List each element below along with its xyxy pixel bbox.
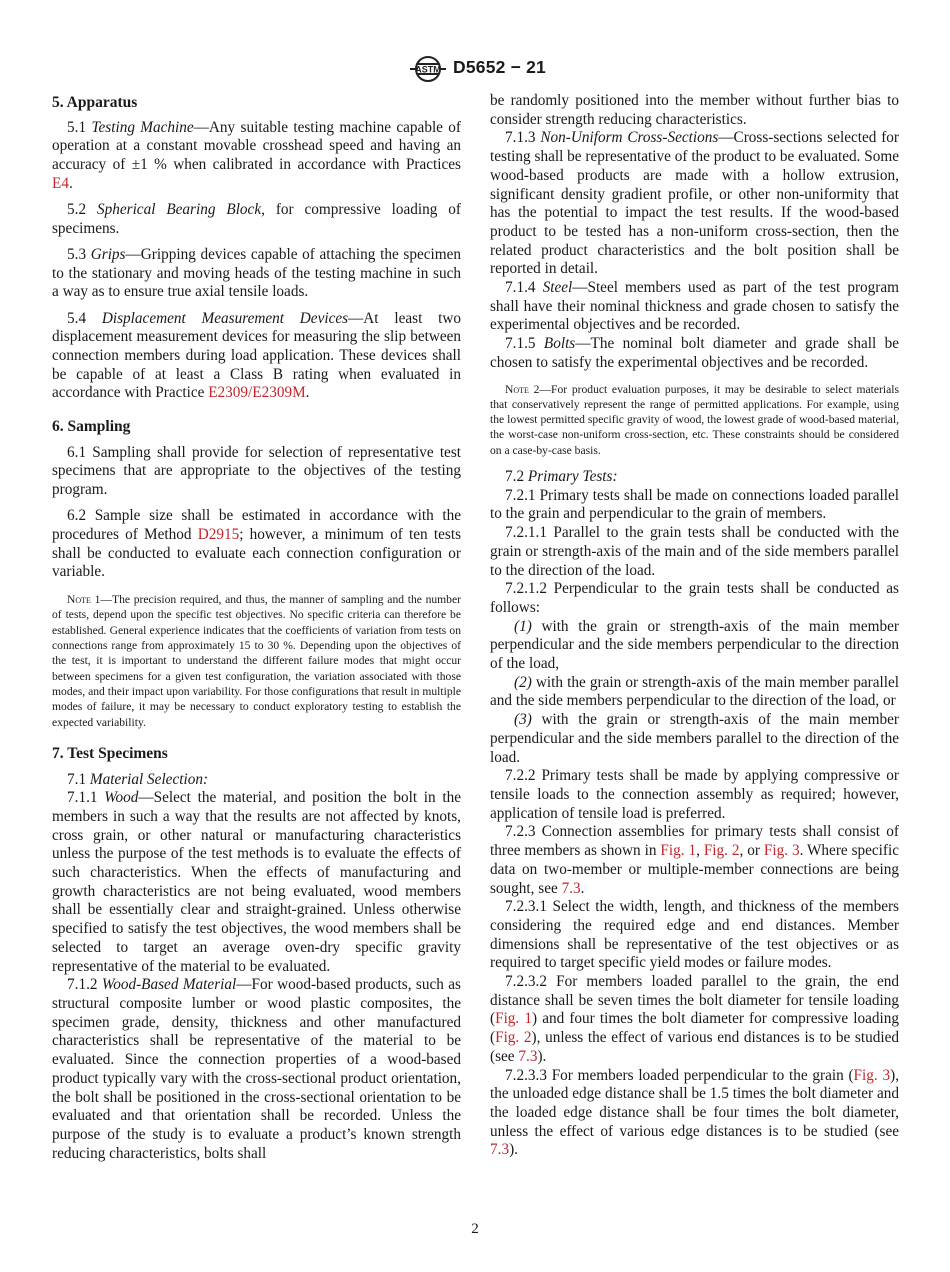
para-7-1-3: 7.1.3 Non-Uniform Cross-Sections—Cross-sections selected for testing shall be representative of the product to be evaluated. Some wood-based products are made with a hollow extrusion, significant density gradient profile, or other non-uniformity that has the potential to impact the test results. If the wood-based product to be tested has a non-uniform cross-section, then the related product characteristics and the bolt position shall be reported in detail. xyxy=(490,129,900,278)
left-column xyxy=(52,92,461,1163)
para-5-2: 5.2 Spherical Bearing Block, for compressive loading of specimens. xyxy=(52,201,461,237)
para-7-1: 7.1 Material Selection: xyxy=(67,770,209,788)
para-7-2-2: 7.2.2 Primary tests shall be made by applying compressive or tensile loads to the connection assembly as required; however, application of tensile load is preferred. xyxy=(490,767,899,822)
para-7-1-2: 7.1.2 Wood-Based Material—For wood-based products, such as structural composite lumber or wood plastic composites, the specimen grade, density, thickness and other manufactured characteristics shall be representative of the material to be evaluated. Since the connection properties of a wood-based product typically vary with the cross-sectional product orientation, the bolt shall be positioned in the cross-sectional orientation to be evaluated and that orientation shall be recorded. Unless the purpose of the study is to evaluate a product’s known strength reducing characteristics, bolts shall xyxy=(52,976,461,1162)
fig-2-link[interactable]: Fig. 2 xyxy=(703,842,740,860)
para-5-1: 5.1 Testing Machine—Any suitable testing machine capable of operation at a constant movable crosshead speed and having an accuracy of ±1 % when calibrated in accordance with Practices E4. xyxy=(52,118,462,192)
astm-logo-icon xyxy=(408,56,448,82)
para-7-1-2-continued: be randomly positioned into the member without further bias to consider strength reducing characteristics. xyxy=(490,92,899,128)
para-7-1-1: 7.1.1 Wood—Select the material, and position the bolt in the members in such a way that the results are not affected by knots, cross grain, or other natural or manufacturing characteristics unless the purpose of the test methods is to evaluate the effects of such characteristics. When the effects of manufacturing and growth characteristics are not being evaluated, wood members shall be essentially clear and straight-grained. Unless otherwise specified to satisfy the test objectives, the wood members shall be selected to target an average oven-dry specific gravity representative of the material to be evaluated. xyxy=(52,789,461,975)
para-7-2-1: 7.2.1 Primary tests shall be made on connections loaded parallel to the grain and perpendicular to the grain of members. xyxy=(490,486,899,523)
para-7-2-3-1: 7.2.3.1 Select the width, length, and thickness of the members considering the required edge and end distances. Member dimensions shall be representative of the test objectives or as required to target specific yield modes or failure modes. xyxy=(490,898,899,972)
document-id: D5652 − 21 xyxy=(453,57,546,77)
para-6-1: 6.1 Sampling shall provide for selection of representative test specimens that are appropriate to the objectives of the testing program. xyxy=(52,443,461,499)
fig-1-link[interactable]: Fig. 1 xyxy=(495,1010,532,1028)
para-7-2: 7.2 Primary Tests: xyxy=(505,468,618,486)
fig-3-link[interactable]: Fig. 3 xyxy=(763,842,800,860)
section-7-3-link[interactable]: 7.3 xyxy=(561,879,581,897)
para-7-1-5: 7.1.5 Bolts—The nominal bolt diameter and grade shall be chosen to satisfy the experimental objectives and be recorded. xyxy=(490,335,900,371)
section-6-heading: 6. Sampling xyxy=(52,418,131,436)
para-5-4: 5.4 Displacement Measurement Devices—At least two displacement measurement devices for measuring the slip between connection members during load application. These devices shall be capable of at least a Class B rating when evaluated in accordance with Practice E2309/E2309M. xyxy=(52,309,461,402)
para-7-2-1-2: 7.2.1.2 Perpendicular to the grain tests shall be conducted as follows: xyxy=(490,580,899,616)
right-column xyxy=(490,92,899,1160)
para-7-2-3: 7.2.3 Connection assemblies for primary tests shall consist of three members as shown in Fig. 1, Fig. 2, or Fig. 3. Where specific data on two-member or multiple-member connections are being sought, see 7.3. xyxy=(490,823,900,897)
para-7-2-3-2: 7.2.3.2 For members loaded parallel to the grain, the end distance shall be seven times the bolt diameter for tensile loading (Fig. 1) and four times the bolt diameter for compressive loading (Fig. 2), unless the effect of various end distances is to be studied (see 7.3). xyxy=(490,973,900,1065)
list-item: (3) with the grain or strength-axis of the main member perpendicular and the side members parallel to the direction of the load. xyxy=(490,711,899,766)
note-1: Note 1—The precision required, and thus, the manner of sampling and the number of tests, depend upon the specific test objectives. No specific criteria can therefore be established. General experience indicates that the coefficients of variation from tests on connections range from approximately 15 to 30 %. Depending upon the objectives of the test, it is important to understand the different failure modes that might occur between specimens for a given test configuration, the variation associated with those modes, and their impact upon variability. For those configurations that result in multiple modes of failure, it may be necessary to conduct exploratory testing to establish the expected variability. xyxy=(52,593,461,729)
fig-1-link[interactable]: Fig. 1 xyxy=(660,842,697,860)
svg-text:ASTM: ASTM xyxy=(415,64,441,75)
section-7-3-link[interactable]: 7.3 xyxy=(518,1047,538,1065)
section-7-3-link[interactable]: 7.3 xyxy=(490,1141,510,1159)
fig-3-link[interactable]: Fig. 3 xyxy=(853,1066,891,1084)
page-number: 2 xyxy=(471,1221,479,1237)
ref-e4-link[interactable]: E4 xyxy=(52,174,69,192)
section-7-heading: 7. Test Specimens xyxy=(52,744,168,762)
para-7-2-1-1: 7.2.1.1 Parallel to the grain tests shall be conducted with the grain or strength-axis of the main and of the side members parallel to the direction of the load. xyxy=(490,524,899,579)
page-header xyxy=(0,56,950,86)
section-5-heading: 5. Apparatus xyxy=(52,94,138,111)
ref-e2309-link[interactable]: E2309/E2309M xyxy=(208,384,306,402)
para-5-3: 5.3 Grips—Gripping devices capable of attaching the specimen to the stationary and moving heads of the testing machine in such a way as to ensure true axial tensile loads. xyxy=(52,245,462,301)
note-2: Note 2—For product evaluation purposes, it may be desirable to select materials that conservatively represent the range of permitted applications. For example, using the lowest permitted specific gravity of wood, the lowest grade of wood-based material, the worst-case non-uniform cross-section, etc. These constraints should be considered on a case-by-case basis. xyxy=(490,382,899,457)
list-item: (1) with the grain or strength-axis of the main member perpendicular and the side members perpendicular to the direction of the load, xyxy=(490,617,899,673)
para-6-2: 6.2 Sample size shall be estimated in accordance with the procedures of Method D2915; however, a minimum of ten tests shall be conducted to evaluate each connection configuration or variable. xyxy=(52,507,461,581)
list-item: (2) with the grain or strength-axis of the main member parallel and the side members perpendicular to the direction of the load, or xyxy=(490,673,899,710)
ref-d2915-link[interactable]: D2915 xyxy=(197,526,240,544)
para-7-2-3-3: 7.2.3.3 For members loaded perpendicular to the grain (Fig. 3), the unloaded edge distance shall be 1.5 times the bolt diameter and the loaded edge distance shall be four times the bolt diameter, unless the effect of various edge distances is to be studied (see 7.3). xyxy=(490,1066,900,1159)
para-7-1-4: 7.1.4 Steel—Steel members used as part of the test program shall have their nominal thickness and grade chosen to satisfy the experimental objectives and be recorded. xyxy=(490,279,899,334)
fig-2-link[interactable]: Fig. 2 xyxy=(495,1029,532,1047)
